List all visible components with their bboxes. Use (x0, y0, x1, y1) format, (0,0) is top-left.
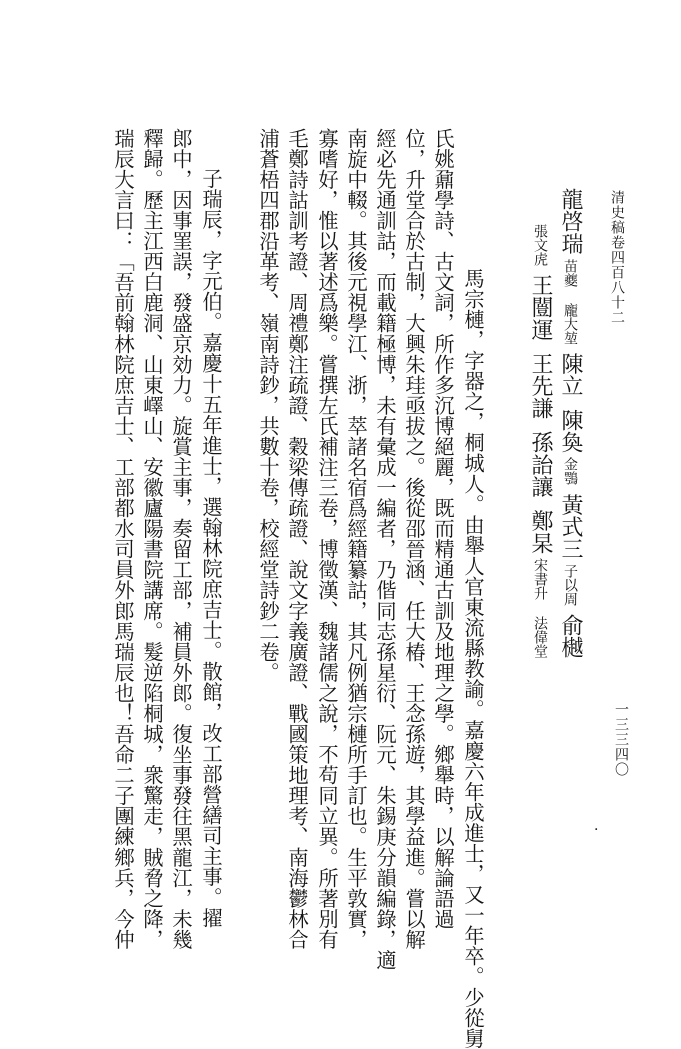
name-entry: 孫詒讓 (528, 431, 553, 498)
name-entry: 陳奐 (558, 409, 583, 454)
name-entry: 俞樾 (558, 614, 583, 659)
body-column: 郎中，因事罣誤，發盛京効力。旋賞主事，奏留工部，補員外郎。復坐事發往黑龍江，未幾 (169, 128, 193, 950)
name-entry-note: 苗夔 龐大堃 (562, 258, 578, 345)
name-entry: 王闓運 (528, 274, 553, 341)
name-entry: 鄭杲 (528, 509, 553, 555)
name-entry: 王先謙 (528, 352, 553, 420)
name-entry-lead: 張文虎 (532, 224, 548, 266)
book-title: 清史稿卷四百八十二 (609, 190, 625, 325)
body-column: 南旋中輟。其後元視學江、浙，萃諸名宿爲經籍纂詁，其凡例猶宗槤所手訂也。生平敦實， (344, 128, 368, 950)
body-column: 釋歸。歷主江西白鹿洞、山東嶧山、安徽廬陽書院講席。髮逆陷桐城，衆驚走，賊脅之降， (140, 128, 164, 950)
name-entry-note (532, 341, 548, 353)
name-entry: 龍啓瑞 (558, 188, 583, 255)
name-entry-note: 子以周 (562, 564, 578, 607)
name-entry-note (532, 419, 548, 431)
name-entry-note: 金鶚 (562, 457, 578, 486)
names-column-1 (559, 188, 581, 658)
name-entry: 陳立 (558, 352, 583, 398)
body-column: 子瑞辰，字元伯。嘉慶十五年進士，選翰林院庶吉士。散館，改工部營繕司主事。擢 (199, 168, 223, 928)
page-number: 一三三四〇 (613, 702, 629, 777)
body-column: 毛鄭詩詁訓考證、周禮鄭注疏證、穀梁傳疏證、說文字義廣證、戰國策地理考、南海鬱林合 (285, 128, 309, 950)
body-column: 瑞辰大言曰：「吾前翰林院庶吉士、工部都水司員外郎馬瑞辰也！吾命二子團練鄉兵，今仲 (111, 128, 135, 950)
body-column: 寡嗜好，惟以著述爲樂。嘗撰左氏補注三卷，博徵漢、魏諸儒之說，不苟同立異。所著別有 (315, 128, 339, 950)
body-column: 馬宗槤，字器之，桐城人。由舉人官東流縣教諭。嘉慶六年成進士，又一年卒。少從舅 (461, 268, 485, 1049)
name-entry-note (562, 397, 578, 409)
name-entry-note: 宋書升 法偉堂 (532, 558, 548, 659)
body-column: 浦蒼梧四郡沿革考、嶺南詩鈔，共數十卷，校經堂詩鈔二卷。 (256, 128, 280, 683)
body-column: 氏姚鼐學詩、古文詞，所作多沉博絕麗，既而精通古訓及地理之學。鄉舉時，以解論語過 (431, 128, 455, 930)
body-column: 經必先通訓詁，而載籍極博，未有彙成一編者，乃偕同志孫星衍、阮元、朱錫庚分韻編錄，適 (373, 128, 397, 971)
body-column: 位，升堂合於古制，大興朱珪亟拔之。後從邵晉涵、任大椿、王念孫遊，其學益進。嘗以解 (402, 128, 426, 950)
margin-dot: · (594, 822, 599, 838)
name-entry-note (532, 498, 548, 510)
names-column-2 (529, 220, 551, 666)
name-entry: 黃式三 (558, 493, 583, 561)
